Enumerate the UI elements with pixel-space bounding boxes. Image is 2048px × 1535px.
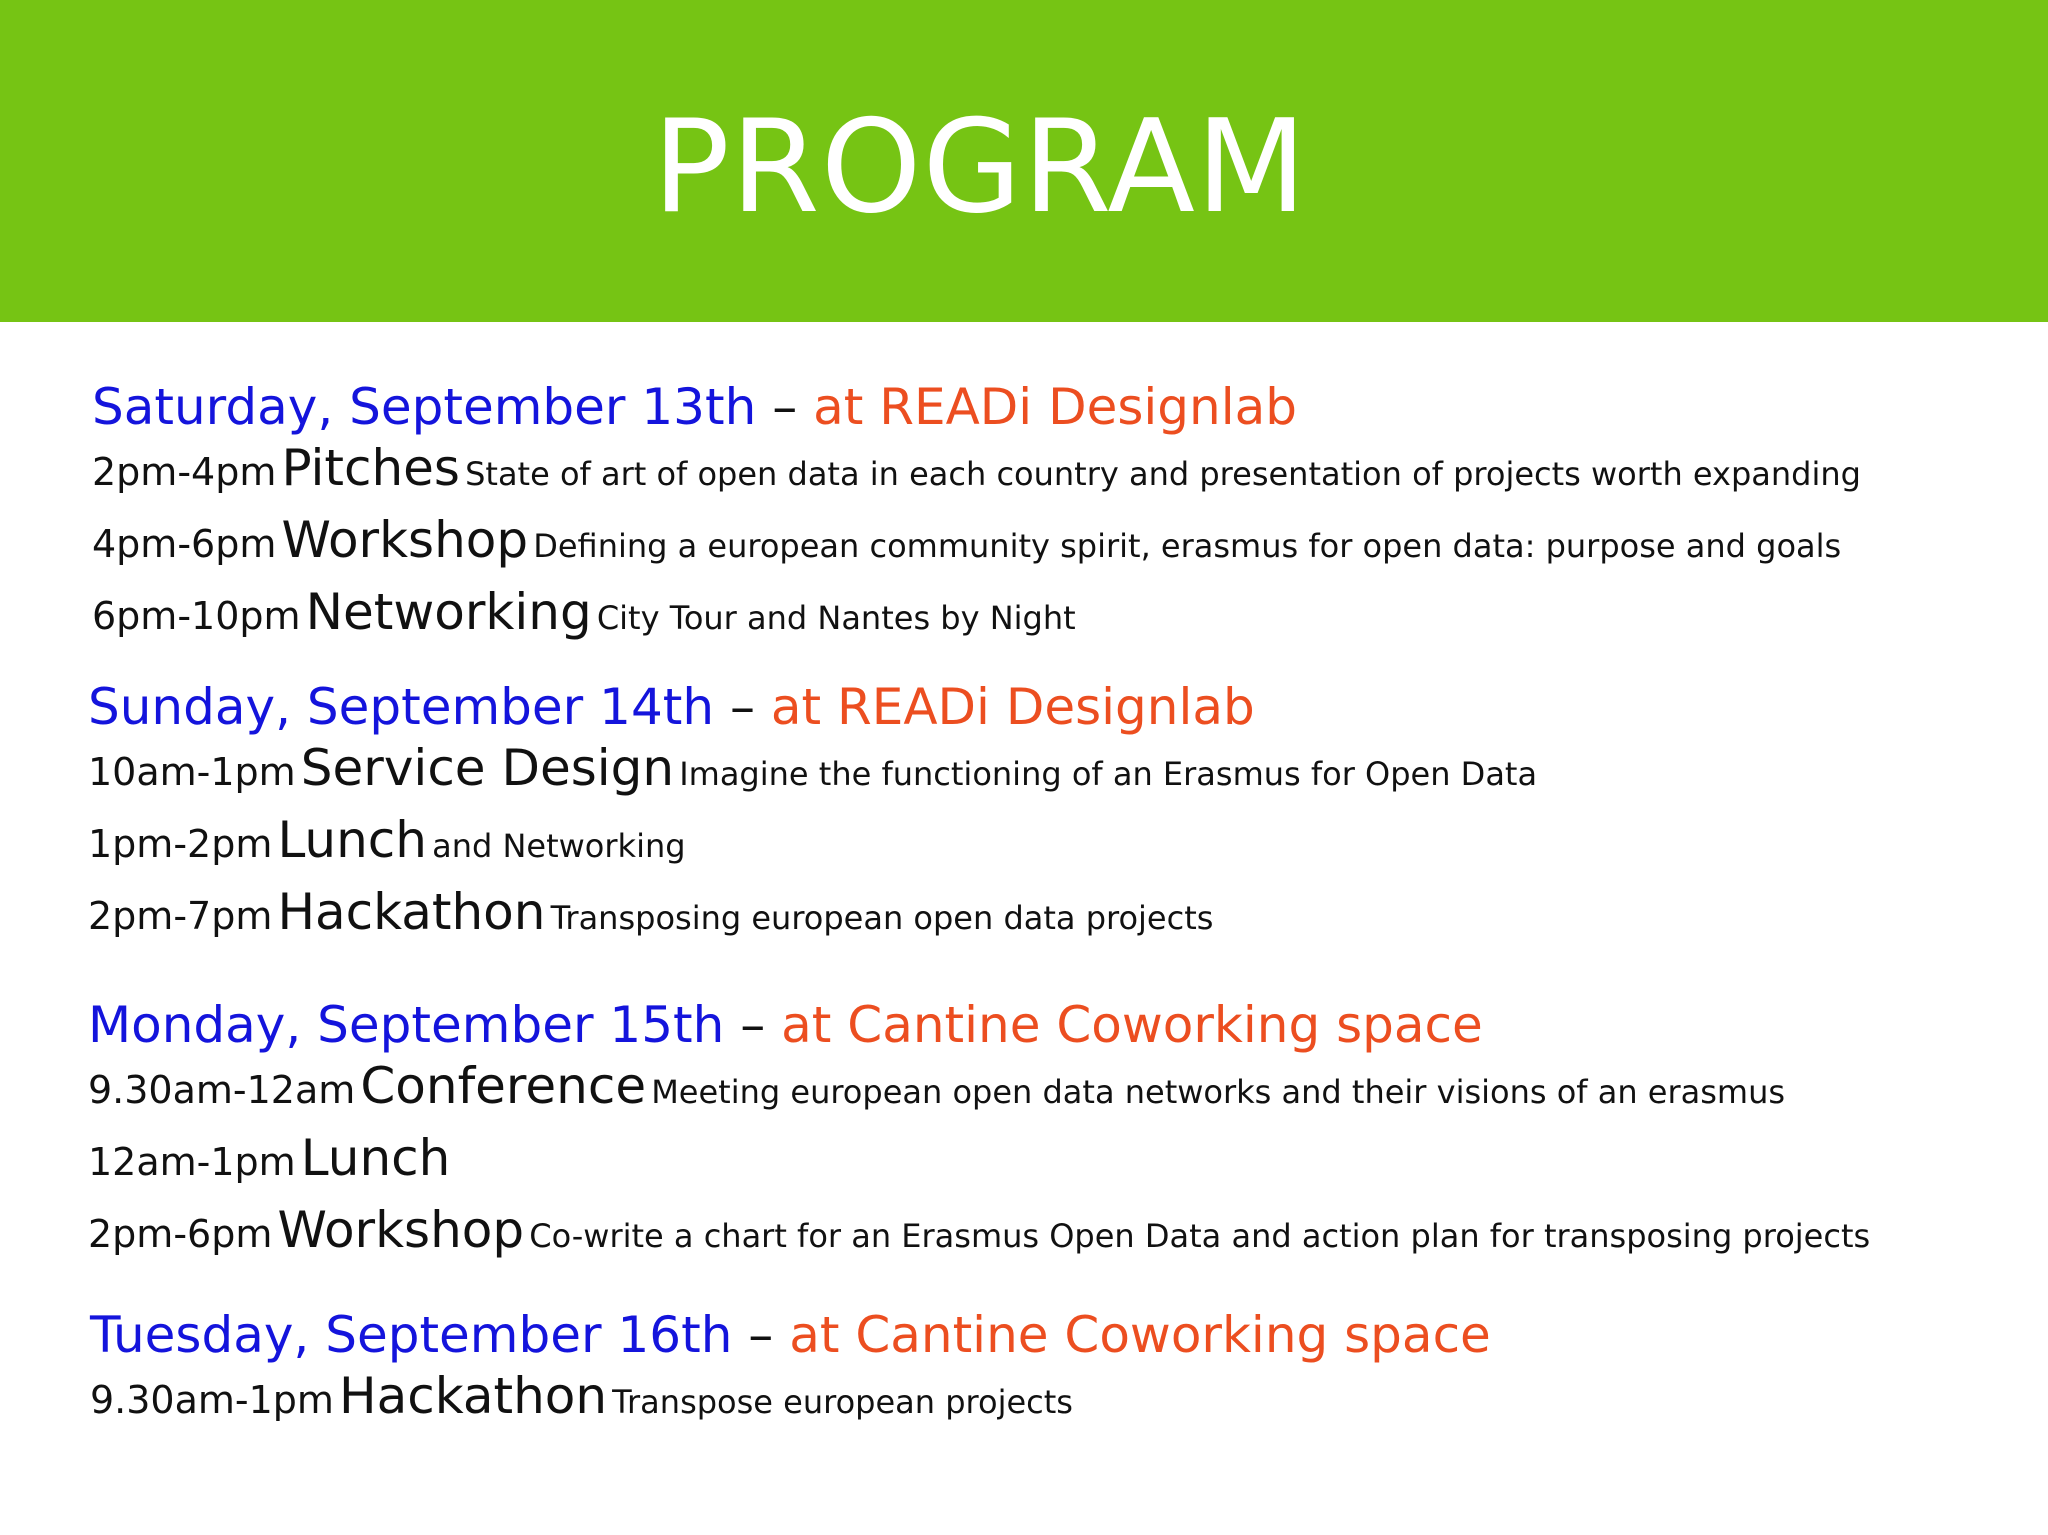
session-description: Co-write a chart for an Erasmus Open Data and action plan for transposing projects (529, 1217, 1871, 1255)
day-venue: at Cantine Coworking space (781, 996, 1483, 1054)
session-time: 6pm-10pm (92, 594, 301, 638)
session-title: Workshop (277, 1201, 525, 1259)
session-time: 9.30am-1pm (90, 1378, 334, 1422)
session-title: Lunch (300, 1129, 451, 1187)
heading-dash: – (740, 996, 766, 1054)
session-row (88, 738, 1537, 810)
day-venue: at Cantine Coworking space (789, 1306, 1491, 1364)
session-time: 2pm-4pm (92, 450, 277, 494)
session-row (88, 1056, 1870, 1128)
session-row (90, 1366, 1491, 1438)
session-row (88, 810, 1537, 882)
session-title: Lunch (277, 811, 427, 869)
day-date: Sunday, September 14th (88, 678, 715, 736)
session-description: City Tour and Nantes by Night (596, 599, 1076, 637)
session-time: 2pm-7pm (88, 894, 273, 938)
program-header-banner (0, 0, 2048, 322)
day-venue: at READi Designlab (770, 678, 1255, 736)
day-heading (90, 1304, 1491, 1366)
heading-dash: – (748, 1306, 774, 1364)
session-title: Conference (360, 1057, 647, 1115)
session-time: 4pm-6pm (92, 522, 277, 566)
day-heading (92, 376, 1861, 438)
session-row (88, 1128, 1870, 1200)
session-row (92, 510, 1861, 582)
session-time: 12am-1pm (88, 1140, 296, 1184)
day-sunday (88, 676, 1537, 954)
session-description: Imagine the functioning of an Erasmus for Open Data (679, 755, 1538, 793)
session-description: and Networking (432, 827, 686, 865)
session-row (92, 582, 1861, 654)
session-time: 1pm-2pm (88, 822, 273, 866)
day-date: Saturday, September 13th (92, 378, 757, 436)
session-time: 10am-1pm (88, 750, 296, 794)
session-time: 2pm-6pm (88, 1212, 273, 1256)
session-description: Defining a european community spirit, erasmus for open data: purpose and goals (533, 527, 1842, 565)
day-venue: at READi Designlab (813, 378, 1297, 436)
page-title: PROGRAM (652, 93, 1308, 242)
session-description: Transpose european projects (612, 1383, 1073, 1421)
day-monday (88, 994, 1870, 1272)
session-title: Pitches (281, 439, 460, 497)
session-description: State of art of open data in each country and presentation of projects worth expanding (465, 455, 1861, 493)
day-tuesday (90, 1304, 1491, 1438)
day-heading (88, 676, 1537, 738)
day-date: Tuesday, September 16th (90, 1306, 733, 1364)
session-title: Service Design (300, 739, 675, 797)
session-title: Networking (305, 583, 592, 641)
day-heading (88, 994, 1870, 1056)
session-title: Hackathon (339, 1367, 608, 1425)
session-description: Transposing european open data projects (550, 899, 1214, 937)
session-title: Workshop (281, 511, 529, 569)
session-row (88, 882, 1537, 954)
session-row (92, 438, 1861, 510)
session-title: Hackathon (277, 883, 546, 941)
heading-dash: – (772, 378, 798, 436)
day-date: Monday, September 15th (88, 996, 725, 1054)
day-saturday (92, 376, 1861, 654)
session-row (88, 1200, 1870, 1272)
heading-dash: – (729, 678, 755, 736)
session-description: Meeting european open data networks and their visions of an erasmus (651, 1073, 1786, 1111)
session-time: 9.30am-12am (88, 1068, 356, 1112)
